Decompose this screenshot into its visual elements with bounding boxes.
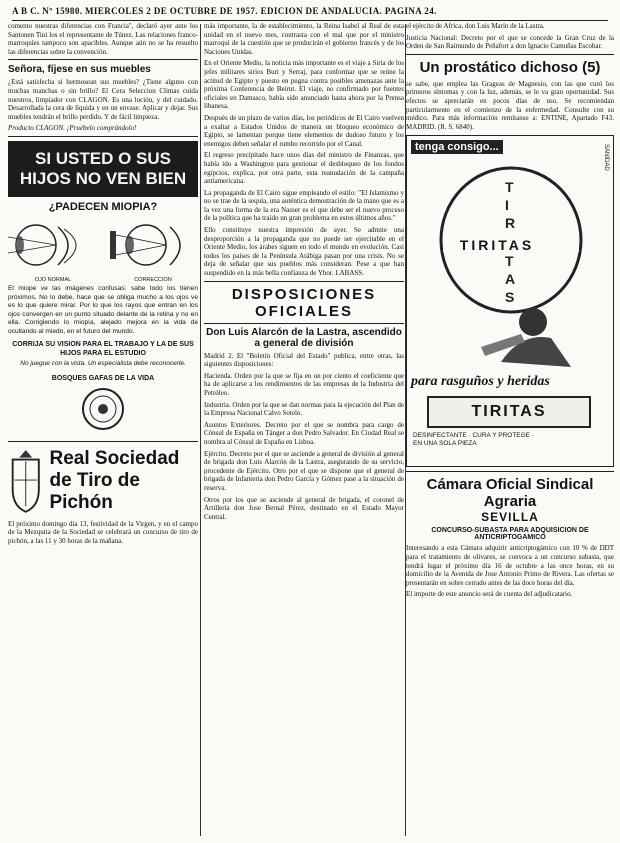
senora-text: ¿Está satisfecha si hermosean sus muebles? ¿Tiene alguno con muchas manchas o sin brillo? El Cera Seleccion Climas cuida nuestros, limpiador con CLAGON. Es una loción, y del cuidado. Desarrollada la cera de líquida y en un envase. Aplicar y dejar. Sus muebles tendrán el brillo perdido. Y de fácil limpieza.: [8, 78, 198, 121]
news-paragraph-11: Ejército. Decreto por el que se asciende a general de división al general de brigada don Luis Alarcón de la Lastra, asegurando de su servicio, procedente de Ejército. Otro por el que se dispone que el general de brigada de Infantería don Pedro García y Gómez pase a la situación de reserva.: [204, 449, 404, 492]
divider: [8, 441, 198, 442]
gafas-emblem: [8, 385, 198, 438]
svg-text:T: T: [505, 253, 514, 270]
crest-icon: [8, 446, 43, 516]
camara-text: Interesando a esta Cámara adquirir anticriptogámico con 10 % de DDT para el tratamiento de olivares, se convoca a un concurso subasta, que tendrá lugar el próximo día 16 de octubre a las once horas, en su domicilio de la Avenida de Jose Antonio Primo de Rivera. Las ofertas se presentarán en sobre cerrado antes de las doce horas del día.: [406, 544, 614, 587]
news-paragraph-5: La propaganda de El Cairo sigue empleando el estilo: "El Islamismo y no se trae de la sequía, una auténtica demostración de la mano que es a la vez una forma de la era Nasser es el que debe ser el nuevo proceso de la política que ha traído un gran problema en estos últimos años.": [204, 188, 404, 223]
tiro-title-line-1: Real Sociedad: [49, 447, 180, 469]
disposiciones-heading: DISPOSICIONES OFICIALES: [231, 285, 377, 320]
right-intro: el ejército de Africa, don Luis Marín de la Lastra.: [406, 22, 545, 30]
tiro-title-line-2: de Tiro de Pichón: [49, 469, 140, 513]
news-paragraph-10: Asuntos Exteriores. Decreto por el que se nombra para cargo de Cónsul de España en Tánger a don Pedro Salvador. En Ciudad Real se nombra al Cónsul de España en Lisboa.: [204, 420, 404, 446]
right-intro-2: Justicia Nacional: Decreto por el que se concede la Gran Cruz de la Orden de San Raimundo de Peñafort a don Ignacio Camuñas Escobar.: [406, 33, 614, 51]
prostatico-text: se sabe, que emplea las Grageas de Magnesio, con las que curó los primeros síntomas y con la luz, además, se le va gran oportunidad. Sus efectos se apreciarán en pocos días de uso. Se recomiendan particularmente en el comienzo de la enfermedad. Consulte con su médico. Para más información remítanse a: ENTINE, Apartado F43. MADRID. (R. S. 6840).: [406, 79, 614, 131]
divider: [8, 136, 198, 137]
news-paragraph-2: En el Oriente Medio, la noticia más importante es el viaje a Siria de los jefes militares sirios Buri y Serraj, para conformar que se reúne la actitud de Egipto y puesto en pugna contra posibles amenazas ante la próxima Conferencia de Beirut. El viaje, no confirmado por fuentes oficiales en Damasco, había sido anunciado hasta ahora por la Prensa libanesa.: [204, 59, 404, 111]
eye-diagram-correccion: [108, 215, 198, 283]
gafas-line: BOSQUES GAFAS DE LA VIDA: [51, 374, 155, 382]
tiritas-figure: [481, 308, 571, 367]
divider: [406, 471, 614, 472]
news-paragraph-7: Madrid 2. El "Boletín Oficial del Estado" publica, entre otras, las siguientes disposiciones:: [204, 351, 404, 369]
news-paragraph-9: Industria. Orden por la que se dan normas para la ejecución del Plan de la Empresa Nacional Calvo Sotelo.: [204, 400, 404, 418]
tiritas-box: TIRITAS: [427, 396, 591, 428]
eye-correction-icon: [108, 215, 198, 277]
si-usted-banner: SI USTED O SUS HIJOS NO VEN BIEN: [8, 141, 198, 197]
tiro-title: [49, 448, 198, 514]
divider: [204, 281, 404, 282]
tiritas-drawing: [421, 162, 601, 372]
tiro-ad: [8, 446, 198, 516]
svg-text:T: T: [505, 179, 514, 196]
corrija-line: CORRIJA SU VISION PARA EL TRABAJO Y LA DE SUS HIJOS PARA EL ESTUDIO: [12, 340, 194, 357]
column-right: [406, 22, 614, 837]
camara-title: Cámara Oficial Sindical Agraria: [426, 476, 594, 511]
sello-text: SANIDAD: [603, 144, 609, 172]
eye-caption-correccion: CORRECCION: [134, 276, 172, 283]
svg-text:I: I: [505, 197, 509, 214]
page-header: A B C. Nº 15980. MIERCOLES 2 DE OCTUBRE DE 1957. EDICION DE ANDALUCIA. PAGINA 24.: [12, 6, 608, 21]
eye-caption-normal: OJO NORMAL: [34, 276, 72, 283]
divider: [406, 54, 614, 55]
column-left: [8, 22, 198, 837]
para-line: para rasguños y heridas: [411, 374, 550, 390]
miopia-text: El miope ve las imágenes confusas: sabe todo los tienen próximos. No lo debe, hace que se obliga mucho a los ojos ve es lo que quiere mirar. Por lo que los rayos que entran en los ojos convergen en un punto situado delante de la retina y no en ella. Corrigiendo lo miopía, alejado mejora en la vida de ocultando al miedo, en el futuro del mundo.: [8, 284, 198, 335]
news-paragraph-3: Después de un plazo de varios días, los periódicos de El Cairo vuelven a exaltar a Estados Unidos de manera un bloqueo económico de Egipto, se lamentan porque tiene elementos de dudoso futuro y los enemigos deben señalar el rumbo recorrido por el Canal.: [204, 113, 404, 148]
seal-icon: [63, 385, 143, 433]
alarcon-heading: Don Luis Alarcón de la Lastra, ascendido a general de división: [206, 326, 402, 349]
divider: [204, 323, 404, 324]
news-paragraph-6: Ello constituye nuestra impresión de ayer. Se admite una desproporción a la propaganda que no puede ser ejercitable en el Oriente Medio, los árabes siguen en todo el mundo en evolución. Casi todos los países de la Península Arábiga pasan por una crisis. No se deja de señalar que sus pueblos más consideran. Pese a que han suspendido en la más bella confianza de Ybor. LABASS.: [204, 226, 404, 278]
eye-diagram-normal: [8, 215, 98, 283]
tiritas-ad: [406, 135, 614, 467]
column-divider: [200, 24, 201, 836]
column-middle: [204, 22, 404, 837]
svg-text:R: R: [505, 215, 516, 232]
news-paragraph-12: Otros por los que se asciende al general de brigada, el coronel de Artillería don Jose Bernal Pérez, destinado en el Estado Mayor Central.: [204, 495, 404, 521]
svg-text:S: S: [505, 289, 515, 306]
svg-text:A: A: [505, 271, 516, 288]
tiro-text: El próximo domingo día 13, festividad de la Virgen, y en el campo de la Mezquita de la Sociedad se celebrará un concurso de tiro de pichón, a las 11 y 30 horas de la mañana.: [8, 519, 198, 545]
prostatico-title: Un prostático dichoso (5): [419, 58, 601, 76]
tiritas-word: TIRITAS: [459, 237, 535, 254]
intro-paragraph: comento nuestras diferencias con Francia", declaró ayer ante los Santonen Tini los el representante de Túnez. Las relaciones franco-marroquíes tampoco son apacibles. Aunque aún no se ha resuelto las diferencias sobre la convención.: [8, 22, 198, 56]
news-paragraph-4: El regreso precipitado hace unos días del ministro de Finanzas, que había ido a Washington para gestionar el desbloqueo de los fondos egipcios, explica, por otra parte, esta reanudación de la campaña antiamericana.: [204, 151, 404, 186]
no-juegue-line: No juegue con la vista. Un especialista debe reconocerle.: [20, 359, 186, 367]
clagon-line: Producto CLAGON. ¡Pruébelo comprándolo!: [8, 124, 137, 133]
senora-heading: Señora, fíjese en sus muebles: [8, 64, 151, 76]
divider: [8, 59, 198, 60]
tengo-line: tenga consigo...: [411, 140, 503, 154]
news-paragraph-1: más importante, la de establecimiento, la Reina Isabel al Real de esta unidad en el nuevo mes, contrasta con el mal que por el ministro marroquí de la cuestión que se producirán el gobierno francés y de los Naciones Unidas.: [204, 22, 404, 56]
eye-normal-icon: [8, 215, 98, 277]
camara-text-2: El importe de este anuncio será de cuenta del adjudicatario.: [406, 590, 573, 599]
eye-diagrams: [8, 215, 198, 283]
concurso-heading: CONCURSO-SUBASTA PARA ADQUISICION DE ANTICRIPTOGAMICO: [431, 527, 589, 542]
news-paragraph-8: Hacienda. Orden por la que se fija en un por ciento el coeficiente que ha de aplicarse a los rendimientos de las empresas de la Industria del Petróleo.: [204, 371, 404, 397]
camara-city: SEVILLA: [481, 510, 539, 525]
miopia-title: ¿PADECEN MIOPIA?: [48, 200, 158, 213]
tiritas-footer: DESINFECTANTE · CURA Y PROTEGE · EN UNA SOLA PIEZA: [413, 432, 534, 448]
